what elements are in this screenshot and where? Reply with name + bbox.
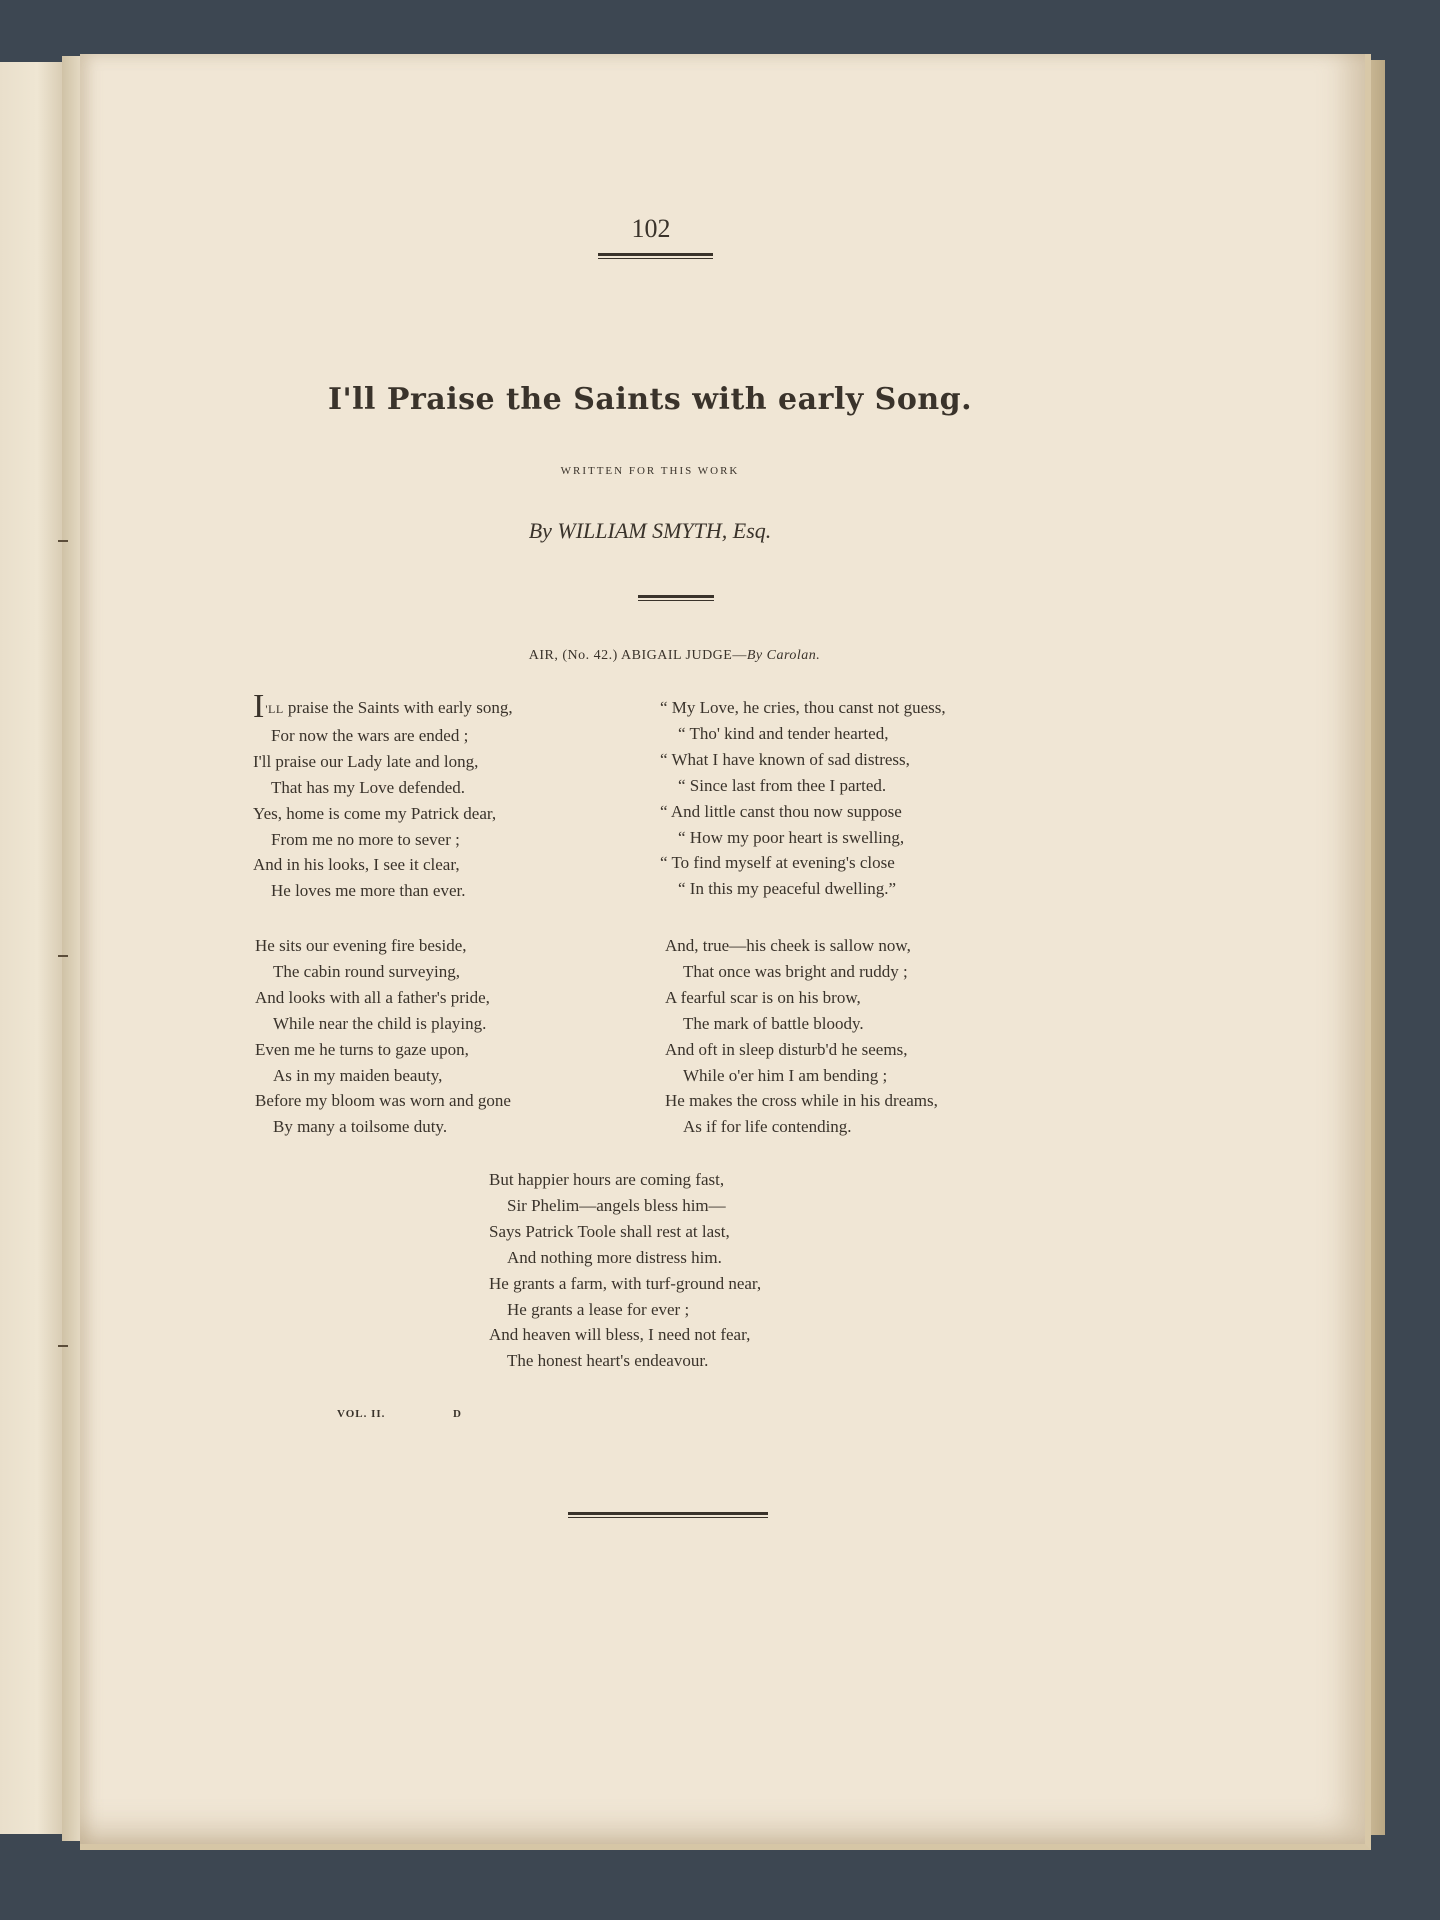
verse-line: He loves me more than ever. [271, 881, 466, 901]
verse-line: From me no more to sever ; [271, 829, 460, 849]
subtitle: WRITTEN FOR THIS WORK [560, 465, 740, 477]
verse-line: Even me he turns to gaze upon, [255, 1039, 469, 1059]
verse-line: And heaven will bless, I need not fear, [489, 1325, 751, 1345]
verse-line: “ And little canst thou now suppose [660, 801, 902, 821]
verse-line: Sir Phelim—angels bless him— [507, 1195, 726, 1215]
verse-line [253, 688, 513, 725]
verse-line: He sits our evening fire beside, [255, 936, 467, 955]
verse-line: The cabin round surveying, [273, 961, 460, 981]
byline: By WILLIAM SMYTH, Esq. [528, 518, 772, 543]
air-prefix: AIR, (No. 42.) ABIGAIL JUDGE— [528, 648, 747, 663]
closing-rule [568, 1512, 768, 1518]
signature-mark: D [453, 1408, 462, 1420]
verse-line: A fearful scar is on his brow, [665, 987, 861, 1007]
volume-mark: VOL. II. [337, 1408, 386, 1420]
verse-line: That once was bright and ruddy ; [683, 961, 908, 981]
stanza-4 [665, 933, 938, 1140]
verse-line: While o'er him I am bending ; [683, 1065, 888, 1085]
verse-line-text: praise the Saints with early song, [283, 698, 513, 717]
verse-line: And oft in sleep disturb'd he seems, [665, 1039, 908, 1059]
verse-line: “ To find myself at evening's close [660, 853, 895, 873]
verse-line: The mark of battle bloody. [683, 1013, 864, 1033]
verse-line: “ What I have known of sad distress, [660, 749, 910, 769]
verse-line: “ In this my peaceful dwelling.” [678, 879, 897, 899]
page-number-rule [598, 253, 713, 259]
binding-stitch [58, 955, 68, 957]
verse-line: “ My Love, he cries, thou canst not guess, [660, 698, 946, 717]
stanza-5 [489, 1167, 761, 1374]
verse-line: He makes the cross while in his dreams, [665, 1091, 938, 1111]
stanza-1 [253, 688, 513, 904]
binding-stitch [58, 1345, 68, 1347]
air-line [300, 648, 1049, 664]
verse-line: Yes, home is come my Patrick dear, [253, 803, 497, 823]
air-composer: By Carolan. [746, 648, 821, 663]
verse-line: He grants a lease for ever ; [507, 1299, 690, 1319]
binding-gutter [62, 56, 82, 1841]
drop-cap-rest: 'LL [265, 702, 284, 716]
page-number: 102 [631, 214, 671, 243]
verse-line: Before my bloom was worn and gone [255, 1091, 511, 1111]
verse-line: He grants a farm, with turf-ground near, [489, 1273, 762, 1293]
verse-line: I'll praise our Lady late and long, [253, 751, 479, 771]
verse-line: That has my Love defended. [271, 777, 466, 797]
verse-line: And looks with all a father's pride, [255, 987, 490, 1007]
section-rule [638, 595, 714, 601]
verse-line: And in his looks, I see it clear, [253, 855, 460, 875]
verse-line: For now the wars are ended ; [271, 725, 469, 745]
stanza-3 [255, 933, 511, 1140]
binding-stitch [58, 540, 68, 542]
verse-line: By many a toilsome duty. [273, 1117, 448, 1137]
verse-line: “ Since last from thee I parted. [678, 775, 887, 795]
verse-line: “ How my poor heart is swelling, [678, 827, 905, 847]
verse-line: And, true—his cheek is sallow now, [665, 936, 911, 955]
verse-line: “ Tho' kind and tender hearted, [678, 723, 889, 743]
verse-line: As in my maiden beauty, [273, 1065, 443, 1085]
verse-line: As if for life contending. [683, 1117, 852, 1137]
verse-line: But happier hours are coming fast, [489, 1170, 725, 1189]
facing-page-edge [0, 62, 64, 1834]
stanza-2 [660, 695, 946, 902]
verse-line: And nothing more distress him. [507, 1247, 722, 1267]
verse-line: While near the child is playing. [273, 1013, 487, 1033]
drop-cap: I [253, 688, 265, 725]
verse-line: Says Patrick Toole shall rest at last, [489, 1221, 730, 1241]
song-title: I'll Praise the Saints with early Song. [327, 382, 973, 417]
verse-line: The honest heart's endeavour. [507, 1351, 709, 1371]
